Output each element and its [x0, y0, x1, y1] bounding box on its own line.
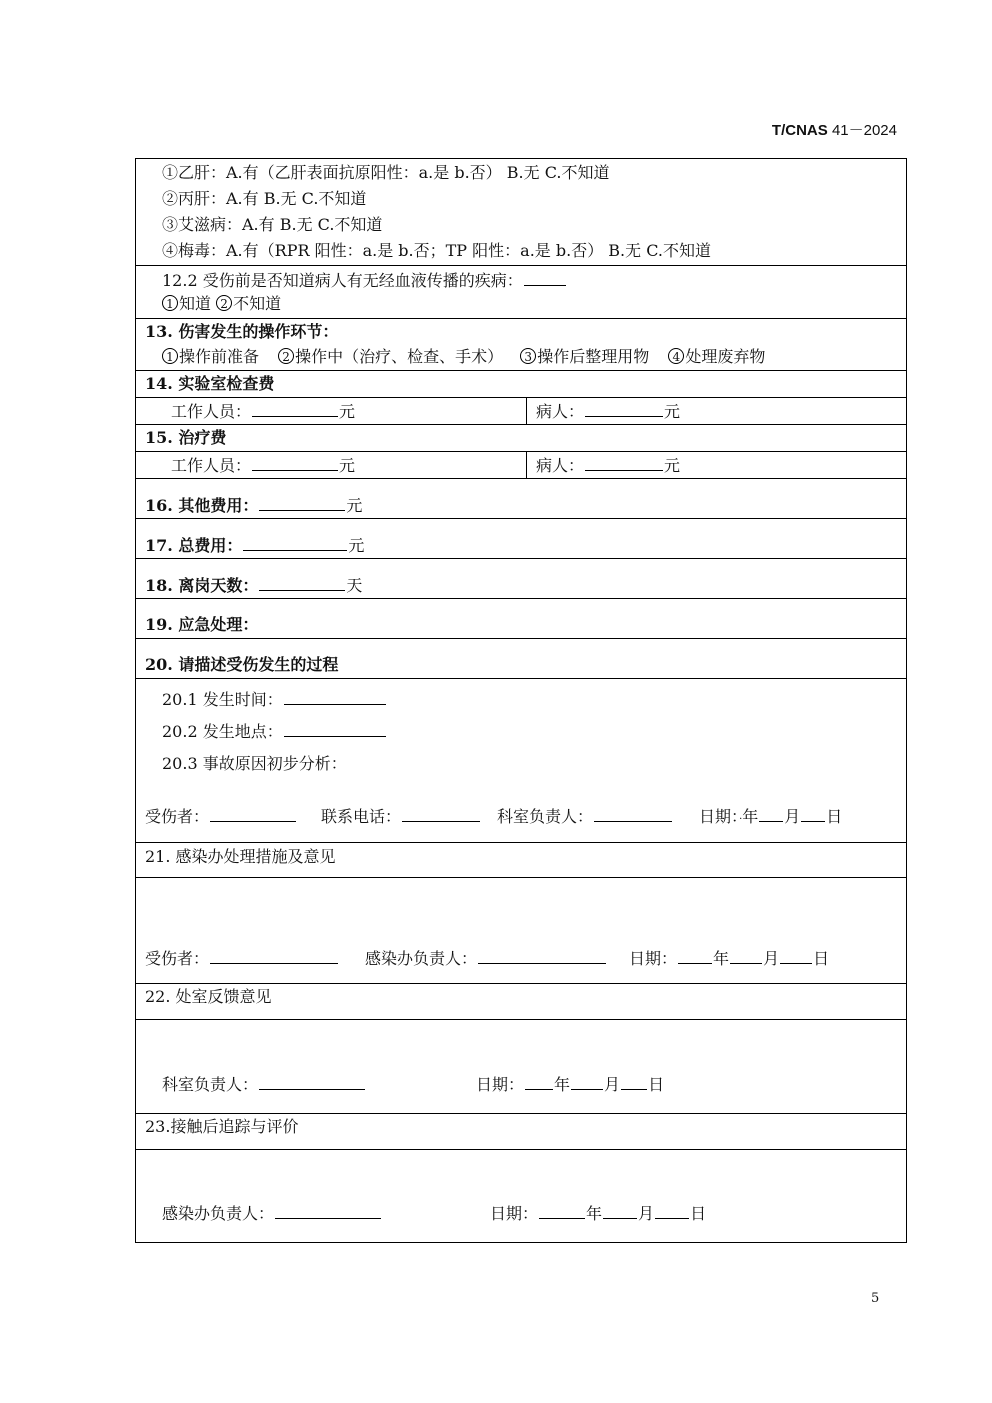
month-label: 月	[763, 949, 780, 968]
q20-cause: 20.3 事故原因初步分析：	[162, 754, 347, 773]
staff-label: 工作人员：	[171, 402, 252, 421]
q21-injured-blank[interactable]	[210, 948, 338, 964]
q20-month-blank[interactable]	[759, 806, 783, 822]
q22-title: 22. 处室反馈意见	[145, 987, 272, 1006]
q17-row	[145, 535, 364, 556]
date-dot: ·	[739, 814, 743, 825]
q20-phone-blank[interactable]	[402, 806, 480, 822]
unit-yuan: 元	[664, 402, 681, 421]
q20-time-blank[interactable]	[284, 689, 386, 705]
q13-options	[162, 347, 765, 367]
q16-title: 16. 其他费用：	[145, 496, 259, 515]
month-label: 月	[784, 807, 801, 826]
q23-signature-row	[162, 1203, 706, 1224]
unit-day: 天	[346, 576, 363, 595]
q14-staff-fee-blank[interactable]	[252, 401, 338, 417]
unit-yuan: 元	[339, 456, 356, 475]
q12-2-options	[162, 294, 281, 314]
document-header	[772, 119, 897, 140]
page-number: 5	[871, 1291, 880, 1306]
staff-label: 工作人员：	[171, 456, 252, 475]
q12-2-question	[162, 270, 567, 291]
option-num-2: 2	[278, 348, 294, 364]
q23-day-blank[interactable]	[655, 1203, 689, 1219]
q19-title: 19. 应急处理：	[145, 615, 259, 634]
day-label: 日	[826, 807, 843, 826]
q20-dept-head-blank[interactable]	[594, 806, 672, 822]
day-label: 日	[648, 1075, 665, 1094]
injured-label: 受伤者：	[145, 807, 210, 826]
q23-head-blank[interactable]	[275, 1203, 381, 1219]
q20-injured-blank[interactable]	[210, 806, 296, 822]
q21-signature-row	[145, 948, 829, 969]
q12-2-answer-blank[interactable]	[524, 270, 566, 286]
q21-month-blank[interactable]	[730, 948, 762, 964]
infection-item-syphilis: ④梅毒：A.有（RPR 阳性：a.是 b.否；TP 阳性：a.是 b.否） B.无 C.不知道	[162, 241, 711, 260]
option-num-3: 3	[520, 348, 536, 364]
q20-place-label: 20.2 发生地点：	[162, 722, 283, 741]
dept-head-label: 科室负责人：	[162, 1075, 259, 1094]
q14-patient-fee	[536, 401, 680, 422]
unit-yuan: 元	[346, 496, 363, 515]
phone-label: 联系电话：	[321, 807, 402, 826]
year-label: 年	[586, 1204, 603, 1223]
q15-title: 15. 治疗费	[145, 428, 227, 447]
option-know: 知道	[179, 294, 212, 313]
standard-prefix: T/CNAS	[771, 122, 828, 139]
q22-head-blank[interactable]	[259, 1074, 365, 1090]
q21-title: 21. 感染办处理措施及意见	[145, 847, 336, 866]
unit-yuan: 元	[664, 456, 681, 475]
q18-title: 18. 离岗天数：	[145, 576, 259, 595]
option-during-operation: 操作中（治疗、检查、手术）	[295, 347, 504, 366]
q18-row	[145, 575, 362, 596]
date-label: 日期：	[629, 949, 678, 968]
q23-title: 23.接触后追踪与评价	[145, 1117, 299, 1136]
year-label: 年	[742, 807, 759, 826]
infection-item-hcv: ②丙肝：A.有 B.无 C.不知道	[162, 189, 367, 208]
unit-yuan: 元	[339, 402, 356, 421]
q23-month-blank[interactable]	[603, 1203, 637, 1219]
q15-patient-fee-blank[interactable]	[585, 455, 663, 471]
infection-office-head-label: 感染办负责人：	[365, 949, 478, 968]
month-label: 月	[638, 1204, 655, 1223]
q12-2-label: 12.2 受伤前是否知道病人有无经血液传播的疾病：	[162, 271, 523, 290]
date-label: 日期：	[699, 807, 740, 826]
q15-staff-fee-blank[interactable]	[252, 455, 338, 471]
year-label: 年	[554, 1075, 571, 1094]
q14-staff-fee	[171, 401, 355, 422]
q16-other-fee-blank[interactable]	[259, 495, 345, 511]
q22-signature-row	[162, 1074, 664, 1095]
q22-year-blank[interactable]	[525, 1074, 553, 1090]
infection-item-hbv: ①乙肝：A.有（乙肝表面抗原阳性：a.是 b.否） B.无 C.不知道	[162, 163, 610, 182]
year-label: 年	[713, 949, 730, 968]
option-num-2: 2	[216, 295, 232, 311]
option-num-4: 4	[668, 348, 684, 364]
day-label: 日	[690, 1204, 707, 1223]
q15-staff-fee	[171, 455, 355, 476]
date-label: 日期：	[490, 1204, 539, 1223]
q20-signature-row	[145, 806, 842, 830]
q21-day-blank[interactable]	[780, 948, 812, 964]
q20-place-blank[interactable]	[284, 721, 386, 737]
patient-label: 病人：	[536, 456, 585, 475]
q21-year-blank[interactable]	[678, 948, 712, 964]
q22-month-blank[interactable]	[571, 1074, 603, 1090]
q23-year-blank[interactable]	[539, 1203, 585, 1219]
injury-report-form	[135, 158, 907, 1243]
q20-title: 20. 请描述受伤发生的过程	[145, 655, 339, 674]
injured-label: 受伤者：	[145, 949, 210, 968]
infection-office-head-label: 感染办负责人：	[162, 1204, 275, 1223]
q14-title: 14. 实验室检查费	[145, 374, 275, 393]
q20-time-label: 20.1 发生时间：	[162, 690, 283, 709]
q17-title: 17. 总费用：	[145, 536, 243, 555]
q17-total-fee-blank[interactable]	[243, 535, 347, 551]
option-waste-handling: 处理废弃物	[685, 347, 766, 366]
infection-item-hiv: ③艾滋病：A.有 B.无 C.不知道	[162, 215, 383, 234]
q13-title: 13. 伤害发生的操作环节：	[145, 322, 339, 341]
dept-head-label: 科室负责人：	[497, 807, 594, 826]
option-num-1: 1	[162, 348, 178, 364]
unit-yuan: 元	[348, 536, 365, 555]
option-pre-operation: 操作前准备	[179, 347, 260, 366]
q21-head-blank[interactable]	[478, 948, 606, 964]
day-label: 日	[813, 949, 830, 968]
q15-patient-fee	[536, 455, 680, 476]
q14-patient-fee-blank[interactable]	[585, 401, 663, 417]
month-label: 月	[604, 1075, 621, 1094]
date-label: 日期：	[476, 1075, 525, 1094]
q20-time	[162, 689, 387, 710]
q22-day-blank[interactable]	[621, 1074, 647, 1090]
standard-number: 41－2024	[831, 122, 897, 139]
option-num-1: 1	[162, 295, 178, 311]
q18-days-off-blank[interactable]	[259, 575, 345, 591]
q20-day-blank[interactable]	[801, 806, 825, 822]
option-post-operation: 操作后整理用物	[537, 347, 650, 366]
option-not-know: 不知道	[233, 294, 282, 313]
q16-row	[145, 495, 362, 516]
q20-place	[162, 721, 387, 742]
patient-label: 病人：	[536, 402, 585, 421]
